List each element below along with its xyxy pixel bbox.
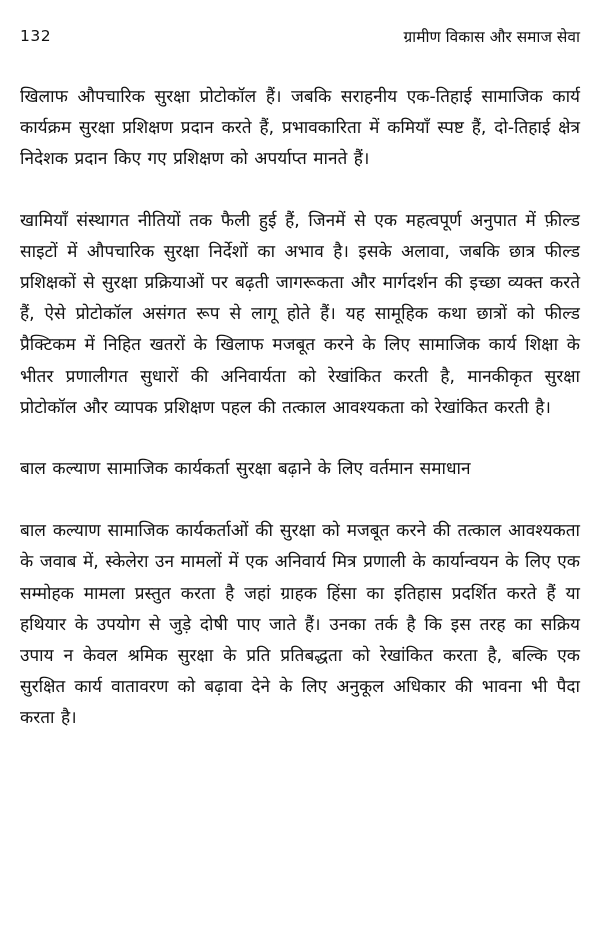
paragraph-1: खिलाफ औपचारिक सुरक्षा प्रोटोकॉल हैं। जबकि सराहनीय एक-तिहाई सामाजिक कार्य कार्यक्रम सुरक्षा प्रशिक्षण प्रदान करते हैं, प्रभावकारिता में कमियाँ स्पष्ट हैं, दो-तिहाई क्षेत्र निदेशक प्रदान किए गए प्रशिक्षण को अपर्याप्त मानते हैं। [20,87,580,170]
page-number: 132 [20,27,52,45]
paragraph-2: खामियाँ संस्थागत नीतियों तक फैली हुई हैं, जिनमें से एक महत्वपूर्ण अनुपात में फ़ील्ड साइटों में औपचारिक सुरक्षा निर्देशों का अभाव है। इसके अलावा, जबकि छात्र फील्ड प्रशिक्षकों से सुरक्षा प्रक्रियाओं पर बढ़ती जागरूकता और मार्गदर्शन की इच्छा व्यक्त करते हैं, ऐसे प्रोटोकॉल असंगत रूप से लागू होते हैं। यह सामूहिक कथा छात्रों को फील्ड प्रैक्टिकम में निहित खतरों के खिलाफ मजबूत करने के लिए सामाजिक कार्य शिक्षा के भीतर प्रणालीगत सुधारों की अनिवार्यता को रेखांकित करती है, मानकीकृत सुरक्षा प्रोटोकॉल और व्यापक प्रशिक्षण पहल की तत्काल आवश्यकता को रेखांकित करती है। [20,210,580,418]
paragraph-3: बाल कल्याण सामाजिक कार्यकर्ताओं की सुरक्षा को मजबूत करने की तत्काल आवश्यकता के जवाब में, स्केलेरा उन मामलों में एक अनिवार्य मित्र प्रणाली के कार्यान्वयन के लिए एक सम्मोहक मामला प्रस्तुत करता है जहां ग्राहक हिंसा का इतिहास प्रदर्शित करते हैं या हथियार के उपयोग से जुड़े दोषी पाए जाते हैं। उनका तर्क है कि इस तरह का सक्रिय उपाय न केवल श्रमिक सुरक्षा के प्रति प्रतिबद्धता को रेखांकित करता है, बल्कि एक सुरक्षित कार्य वातावरण को बढ़ावा देने के लिए अनुकूल अधिकार की भावना भी पैदा करता है। [20,521,580,729]
running-title: ग्रामीण विकास और समाज सेवा [403,28,580,46]
section-heading: बाल कल्याण सामाजिक कार्यकर्ता सुरक्षा बढ़ाने के लिए वर्तमान समाधान [20,459,471,480]
page-body [20,82,580,735]
page-header [20,22,580,50]
